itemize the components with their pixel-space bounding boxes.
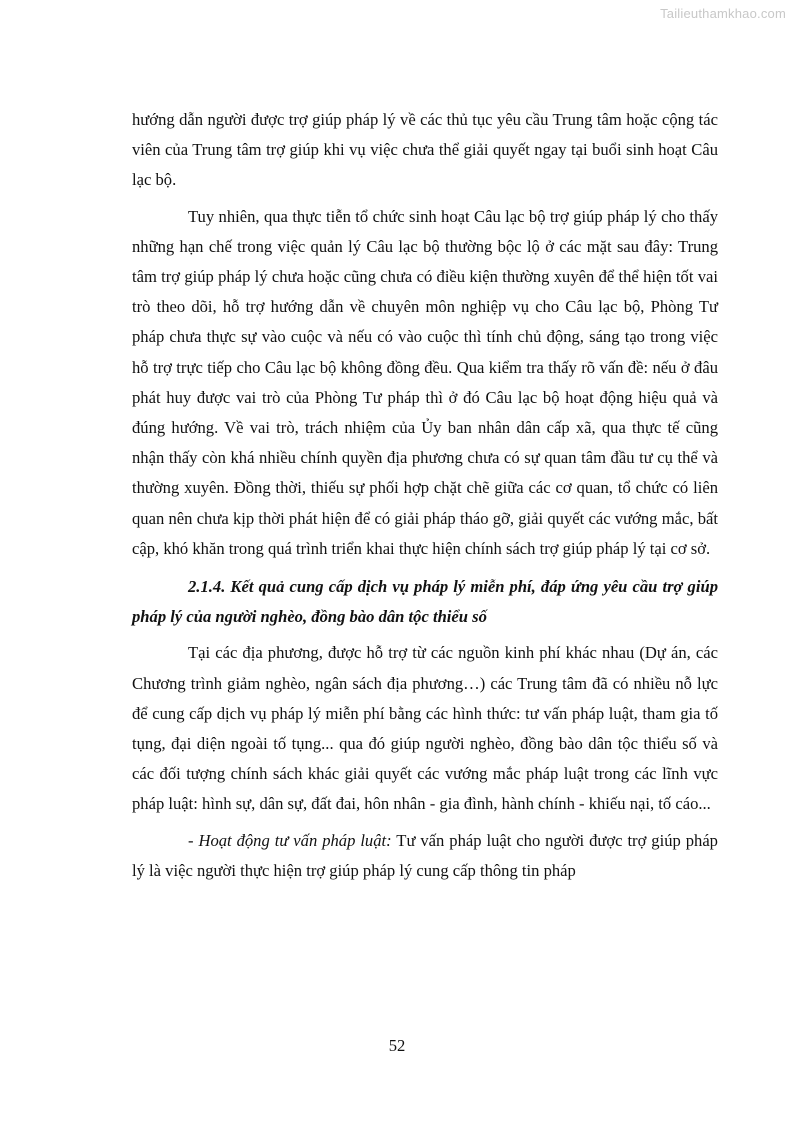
paragraph-lead-text: Tư vấn pháp luật cho người được trợ giúp pháp lý là việc người thực hiện trợ giúp pháp lý cung cấp thông tin pháp <box>132 830 718 880</box>
paragraph-legal-consulting <box>132 826 718 886</box>
page-number: 52 <box>388 1036 406 1055</box>
paragraph-lead-label: - Hoạt động tư vấn pháp luật: <box>188 830 392 850</box>
document-body <box>132 105 718 892</box>
paragraph-limitations: Tuy nhiên, qua thực tiễn tổ chức sinh hoạt Câu lạc bộ trợ giúp pháp lý cho thấy những hạn chế trong việc quản lý Câu lạc bộ thường bộc lộ ở các mặt sau đây: Trung tâm trợ giúp pháp lý chưa hoặc cũng chưa có điều kiện thường xuyên để thể hiện tốt vai trò theo dõi, hỗ trợ hướng dẫn về chuyên môn nghiệp vụ cho Câu lạc bộ, Phòng Tư pháp chưa thực sự vào cuộc và nếu có vào cuộc thì tính chủ động, sáng tạo trong việc hỗ trợ trực tiếp cho Câu lạc bộ không đồng đều. Qua kiểm tra thấy rõ vấn đề: nếu ở đâu phát huy được vai trò của Phòng Tư pháp thì ở đó Câu lạc bộ hoạt động hiệu quả và đúng hướng. Về vai trò, trách nhiệm của Ủy ban nhân dân cấp xã, qua thực tế cũng nhận thấy còn khá nhiều chính quyền địa phương chưa có sự quan tâm đầu tư cụ thể và thường xuyên. Đồng thời, thiếu sự phối hợp chặt chẽ giữa các cơ quan, tổ chức có liên quan nên chưa kịp thời phát hiện để có giải pháp tháo gỡ, giải quyết các vướng mắc, bất cập, khó khăn trong quá trình triển khai thực hiện chính sách trợ giúp pháp lý tại cơ sở. <box>132 206 718 558</box>
paragraph-continuation: hướng dẫn người được trợ giúp pháp lý về các thủ tục yêu cầu Trung tâm hoặc cộng tác viên của Trung tâm trợ giúp khi vụ việc chưa thể giải quyết ngay tại buổi sinh hoạt Câu lạc bộ. <box>132 110 718 190</box>
section-heading: 2.1.4. Kết quả cung cấp dịch vụ pháp lý miễn phí, đáp ứng yêu cầu trợ giúp pháp lý của người nghèo, đồng bào dân tộc thiểu số <box>132 577 718 627</box>
paragraph-local-results: Tại các địa phương, được hỗ trợ từ các nguồn kinh phí khác nhau (Dự án, các Chương trình giảm nghèo, ngân sách địa phương…) các Trung tâm đã có nhiều nỗ lực để cung cấp dịch vụ pháp lý miễn phí bằng các hình thức: tư vấn pháp luật, tham gia tố tụng, đại diện ngoài tố tụng... qua đó giúp người nghèo, đồng bào dân tộc thiểu số và các đối tượng chính sách khác giải quyết các vướng mắc pháp luật trong các lĩnh vực pháp luật: hình sự, dân sự, đất đai, hôn nhân - gia đình, hành chính - khiếu nại, tố cáo... <box>132 643 718 814</box>
watermark-text: Tailieuthamkhao.com <box>660 6 786 21</box>
